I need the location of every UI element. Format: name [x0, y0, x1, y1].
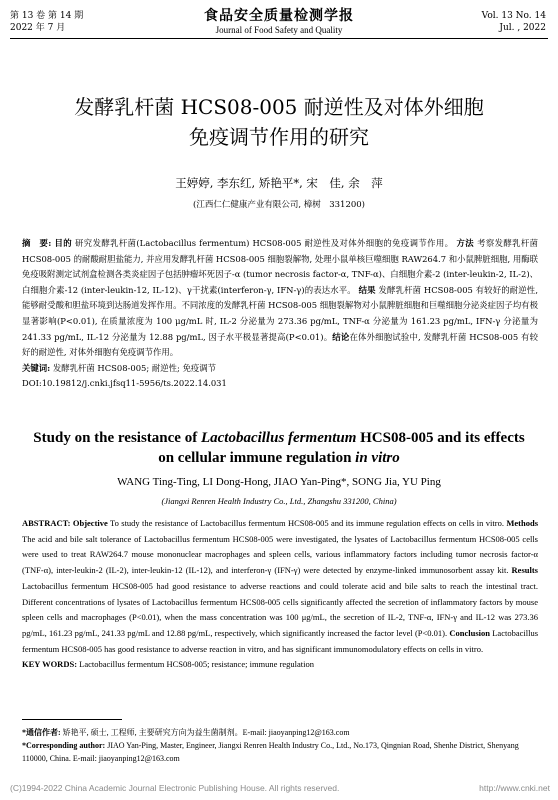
copyright-bar [10, 783, 550, 793]
footnote-cn [22, 726, 542, 739]
keywords-cn-text: 发酵乳杆菌 HCS08-005; 耐逆性; 免疫调节 [52, 362, 216, 373]
title-cn [20, 92, 538, 152]
abstract-cn-methods-label: 方法 [456, 238, 475, 248]
title-en-line1-c: HCS08-005 and its effects [356, 430, 525, 446]
title-en-species: Lactobacillus fermentum [200, 430, 357, 446]
footnote-cn-text: 矫艳平, 硕士, 工程师, 主要研究方向为益生菌制剂。E-mail: jiaoyanping12@163.com [62, 728, 350, 737]
abstract-en-methods: The acid and bile salt tolerance of Lactobacillus fermentum HCS08-005 were investigated, the lysates of Lactobacillus fermentum HCS08-005 cells were used to treat RAW264.7 mouse mononuclear macrophages and spleen cells, various inflammatory factors including tumor necrosis factor-α (TNF-α), inter-leukin-2 (IL-2), inter-leukin-12 (IL-12), and interferon-γ (IFN-γ) were detected by enzyme-linked immunosorbent assay kit. [22, 533, 538, 576]
affiliation-en: (Jiangxi Renren Health Industry Co., Ltd., Zhangshu 331200, China) [161, 496, 397, 506]
volume-issue-en: Vol. 13 No. 14 [481, 11, 546, 21]
running-header-right [482, 10, 546, 34]
doi: DOI:10.19812/j.cnki.jfsq11-5956/ts.2022.14.031 [22, 378, 227, 389]
keywords-en-label: KEY WORDS: [22, 659, 78, 670]
header-rule [10, 38, 548, 39]
abstract-cn-results-label: 结果 [358, 284, 376, 295]
abstract-en-conclusion: Lactobacillus fermentum HCS08-005 has good resistance to adverse reaction in vitro, and has significant immunomodulatory effects on cells in vitro. [22, 627, 539, 654]
title-cn-line2: 免疫调节作用的研究 [189, 125, 369, 149]
keywords-en-text: Lactobacillus fermentum HCS08-005; resistance; immune regulation [79, 659, 315, 670]
footnote-cn-label: *通信作者: [22, 728, 61, 737]
authors-en: WANG Ting-Ting, LI Dong-Hong, JIAO Yan-Ping*, SONG Jia, YU Ping [117, 476, 441, 488]
footnote-en [22, 739, 542, 765]
abstract-cn-objective: 研究发酵乳杆菌(Lactobacillus fermentum) HCS08-005 耐逆性及对体外细胞的免疫调节作用。 [75, 238, 454, 248]
abstract-cn-results: 发酵乳杆菌 HCS08-005 有较好的耐逆性, 能够耐受酸和胆盐环境到达肠道发挥作用。不同浓度的发酵乳杆菌 HCS08-005 细胞裂解物对小鼠脾脏细胞和巨噬细胞分泌炎症因子均有极显著影响(P<0.01), 在质量浓度为 100 μg/mL 时, IL-2 分泌量为 273.36 pg/mL, TNF-α 分泌量为 161.23 pg/mL, IFN-γ 分泌量为 241.33 pg/mL, IL-12 分泌量为 12.88 pg/mL, 因子水平极显著提高(P<0.01)。 [22, 284, 538, 342]
abstract-cn-label: 摘 要: [22, 238, 52, 248]
volume-issue-cn: 第 13 卷 第 14 期 [10, 11, 84, 21]
keywords-cn [22, 361, 538, 377]
title-cn-line1: 发酵乳杆菌 HCS08-005 耐逆性及对体外细胞 [74, 95, 484, 119]
title-en-in-vitro: in vitro [355, 450, 400, 466]
abstract-cn-objective-label: 目的 [54, 238, 72, 248]
abstract-cn-conclusion: 在体外细胞试验中, 发酵乳杆菌 HCS08-005 有较好的耐逆性, 对体外细胞有免疫调节作用。 [22, 331, 538, 358]
title-en-line1-a: Study on the resistance of [33, 430, 201, 446]
abstract-cn-methods: 考察发酵乳杆菌 HCS08-005 的耐酸耐胆盐能力, 并应用发酵乳杆菌 HCS08-005 细胞裂解物, 处理小鼠单核巨噬细胞 RAW264.7 和小鼠脾脏细胞, 用酶联免疫吸附测定试剂盒检测各类炎症因子包括肿瘤坏死因子-α (tumor necrosis factor-α, TNF-α)、白细胞介素-2 (inter-leukin-2, IL-2)、白细胞介素-12 (inter-leukin-12, IL-12)、γ干扰素(interferon-γ, IFN-γ)的表达水平。 [22, 238, 539, 295]
copyright-text: (C)1994-2022 China Academic Journal Electronic Publishing House. All rights reserved. [10, 783, 340, 793]
journal-title-en: Journal of Food Safety and Quality [215, 25, 343, 35]
abstract-en [22, 516, 538, 673]
footnote-rule [22, 719, 122, 720]
title-en-line2-a: on cellular immune regulation [158, 450, 356, 466]
keywords-cn-label: 关键词: [22, 362, 51, 373]
abstract-cn [22, 236, 538, 392]
date-cn: 2022 年 7 月 [10, 23, 66, 33]
title-en [20, 428, 538, 468]
date-en: Jul. , 2022 [499, 23, 546, 33]
abstract-en-objective: To study the resistance of Lactobacillus fermentum HCS08-005 and its immune regulation effects on cells in vitro. [110, 518, 504, 528]
abstract-en-label: ABSTRACT: Objective [22, 518, 108, 528]
abstract-en-conclusion-label: Conclusion [449, 627, 490, 638]
title-en-line1 [20, 428, 538, 448]
abstract-en-results: Lactobacillus fermentum HCS08-005 had good resistance to adverse reactions and could tolerate acid and bile salts to reach the intestinal tract. Different concentrations of lysates of Lactobacillus fermentum HCS08-005 cells significantly affected the secretion of inflammatory factors by mouse spleen cells and macrophages (P<0.01), when the mass concentration was 100 μg/mL, the secretion of IL-2, TNF-α, IFN-γ and IL-12 was 273.36 pg/mL, 161.23 pg/mL, 241.33 pg/mL and 12.88 pg/mL, respectively, which significantly increased the factor level (P<0.01). [22, 580, 538, 638]
affiliation-cn: (江西仁仁健康产业有限公司, 樟树 331200) [193, 200, 365, 210]
running-header-center [0, 8, 558, 36]
title-en-line2 [20, 448, 538, 468]
keywords-en [22, 657, 538, 673]
footnote-en-label: *Corresponding author: [22, 741, 106, 750]
abstract-en-methods-label: Methods [506, 518, 539, 528]
cnki-link[interactable]: http://www.cnki.net [479, 783, 550, 793]
journal-title-cn: 食品安全质量检测学报 [204, 8, 354, 24]
footnotes [22, 726, 542, 765]
footnote-en-text: JIAO Yan-Ping, Master, Engineer, Jiangxi Renren Health Industry Co., Ltd., No.173, Qingnian Road, Shenhe District, Shenyang 110000, China. E-mail: jiaoyanping12@163.com [22, 741, 519, 763]
abstract-en-results-label: Results [511, 565, 538, 576]
authors-cn: 王婷婷, 李东红, 矫艳平*, 宋 佳, 余 萍 [175, 176, 383, 190]
abstract-cn-conclusion-label: 结论 [332, 331, 350, 342]
